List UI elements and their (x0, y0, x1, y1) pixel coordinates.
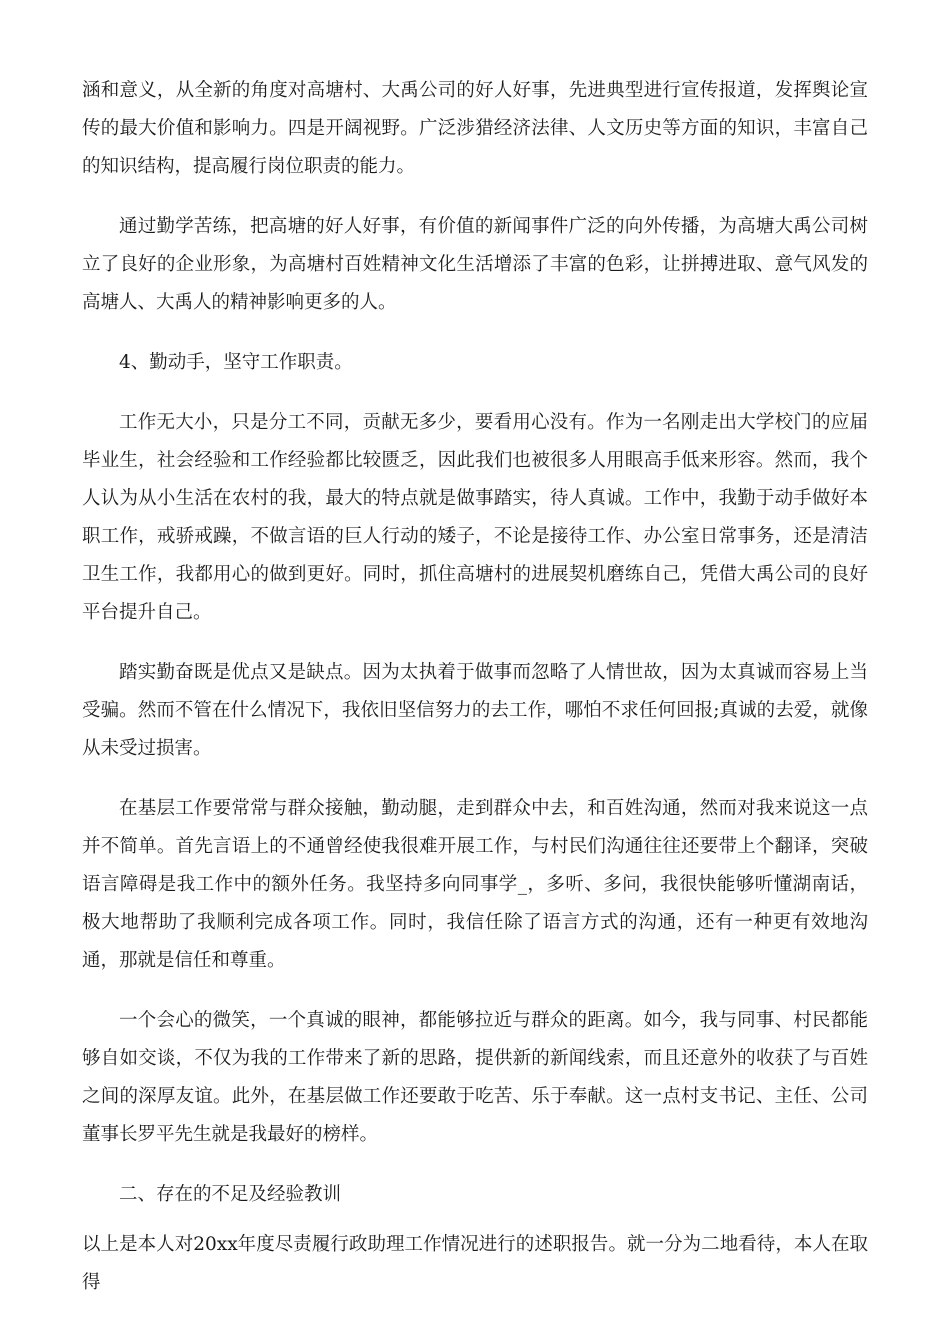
paragraph-study-results: 通过勤学苦练，把高塘的好人好事，有价值的新闻事件广泛的向外传播，为高塘大禹公司树立了良好的企业形象，为高塘村百姓精神文化生活增添了丰富的色彩，让拼搏进取、意气风发的高塘人、大禹人的精神影响更多的人。 (82, 216, 868, 313)
document-body (82, 72, 868, 1324)
paragraph-communication: 一个会心的微笑，一个真诚的眼神，都能够拉近与群众的距离。如今，我与同事、村民都能够自如交谈，不仅为我的工作带来了新的思路，提供新的新闻线索，而且还意外的收获了与百姓之间的深厚友谊。此外，在基层做工作还要敢于吃苦、乐于奉献。这一点村支书记、主任、公司董事长罗平先生就是我最好的榜样。 (82, 1010, 868, 1145)
paragraph-work-attitude: 工作无大小，只是分工不同，贡献无多少，要看用心没有。作为一名刚走出大学校门的应届毕业生，社会经验和工作经验都比较匮乏，因此我们也被很多人用眼高手低来形容。然而，我个人认为从小生活在农村的我，最大的特点就是做事踏实，待人真诚。工作中，我勤于动手做好本职工作，戒骄戒躁，不做言语的巨人行动的矮子，不论是接待工作、办公室日常事务，还是清洁卫生工作，我都用心的做到更好。同时，抓住高塘村的进展契机磨练自己，凭借大禹公司的良好平台提升自己。 (82, 412, 868, 623)
paragraph-summary: 以上是本人对20xx年度尽责履行政助理工作情况进行的述职报告。就一分为二地看待，本人在取得 (82, 1234, 868, 1293)
section-heading-shortcomings: 二、存在的不足及经验教训 (119, 1184, 342, 1205)
section-heading-work-duty: 4、勤动手，坚守工作职责。 (119, 352, 353, 373)
paragraph-diligence: 踏实勤奋既是优点又是缺点。因为太执着于做事而忽略了人情世故，因为太真诚而容易上当受骗。然而不管在什么情况下，我依旧坚信努力的去工作，哪怕不求任何回报;真诚的去爱，就像从未受过损害。 (82, 662, 868, 759)
paragraph-continuation: 涵和意义，从全新的角度对高塘村、大禹公司的好人好事，先进典型进行宣传报道，发挥舆论宣传的最大价值和影响力。四是开阔视野。广泛涉猎经济法律、人文历史等方面的知识，丰富自己的知识结构，提高履行岗位职责的能力。 (82, 80, 868, 177)
paragraph-grassroots-work: 在基层工作要常常与群众接触，勤动腿，走到群众中去，和百姓沟通，然而对我来说这一点并不简单。首先言语上的不通曾经使我很难开展工作，与村民们沟通往往还要带上个翻译，突破语言障碍是我工作中的额外任务。我坚持多向同事学_，多听、多问，我很快能够听懂湖南话，极大地帮助了我顺利完成各项工作。同时，我信任除了语言方式的沟通，还有一种更有效地沟通，那就是信任和尊重。 (82, 798, 868, 971)
